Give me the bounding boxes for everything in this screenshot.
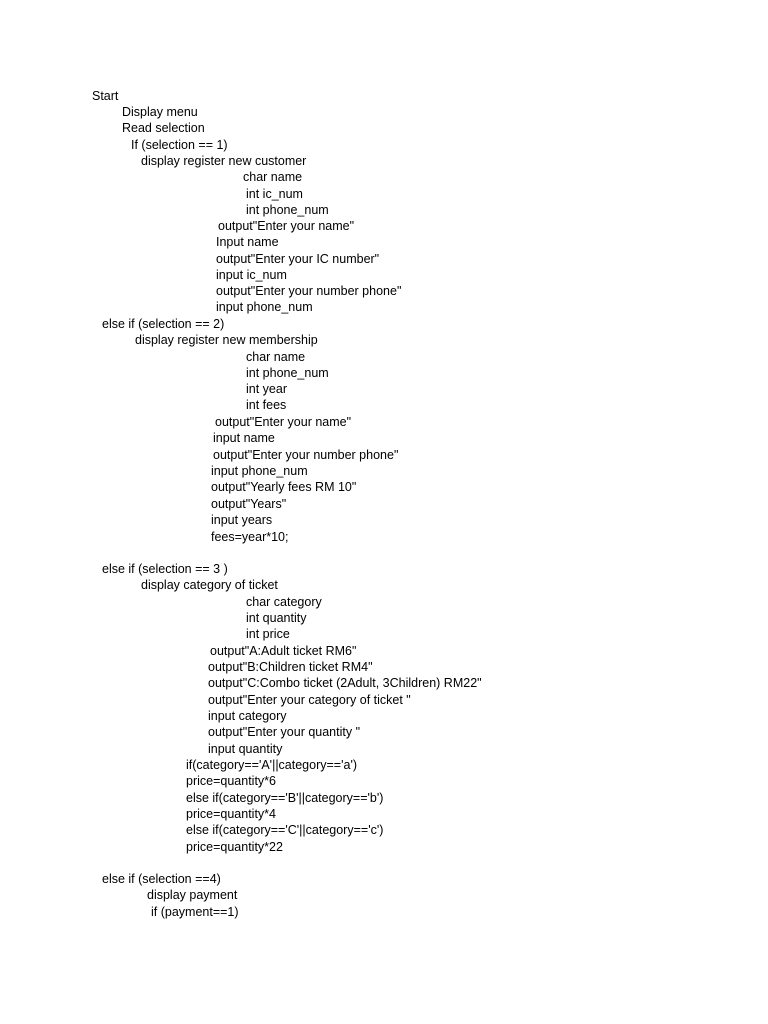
pseudocode-line: int fees <box>246 398 287 412</box>
pseudocode-line: int year <box>246 382 287 396</box>
pseudocode-line: output"A:Adult ticket RM6" <box>210 644 357 658</box>
pseudocode-line: else if(category=='C'||category=='c') <box>186 823 384 837</box>
pseudocode-line: display payment <box>147 888 238 902</box>
pseudocode-line: Input name <box>216 235 279 249</box>
pseudocode-line: input phone_num <box>211 464 308 478</box>
pseudocode-line: int phone_num <box>246 203 329 217</box>
pseudocode-line: else if (selection ==4) <box>102 872 221 886</box>
pseudocode-line: char name <box>243 170 303 184</box>
pseudocode-line: Read selection <box>122 121 205 135</box>
pseudocode-line: char name <box>246 350 306 364</box>
pseudocode-line: display register new customer <box>141 154 307 168</box>
pseudocode-line: fees=year*10; <box>211 530 289 544</box>
pseudocode-line: output"B:Children ticket RM4" <box>208 660 373 674</box>
pseudocode-line: output"Enter your IC number" <box>216 252 380 266</box>
pseudocode-line: output"Enter your number phone" <box>213 448 399 462</box>
pseudocode-line: price=quantity*4 <box>186 807 276 821</box>
pseudocode-line: display category of ticket <box>141 578 278 592</box>
pseudocode-line: char category <box>246 595 322 609</box>
pseudocode-line: output"C:Combo ticket (2Adult, 3Children) RM22" <box>208 676 482 690</box>
pseudocode-line: input years <box>211 513 273 527</box>
pseudocode-line: output"Enter your number phone" <box>216 284 402 298</box>
pseudocode-line: output"Years" <box>211 497 287 511</box>
pseudocode-line: output"Enter your name" <box>215 415 352 429</box>
pseudocode-line: input ic_num <box>216 268 287 282</box>
pseudocode-line: int phone_num <box>246 366 329 380</box>
pseudocode-line: else if(category=='B'||category=='b') <box>186 791 384 805</box>
pseudocode-line: price=quantity*6 <box>186 774 276 788</box>
pseudocode-line: if(category=='A'||category=='a') <box>186 758 357 772</box>
pseudocode-line: int ic_num <box>246 187 303 201</box>
pseudocode-line: Display menu <box>122 105 198 119</box>
pseudocode-line: int price <box>246 627 290 641</box>
pseudocode-line: input category <box>208 709 287 723</box>
pseudocode-line: else if (selection == 3 ) <box>102 562 228 576</box>
pseudocode-line: input phone_num <box>216 300 313 314</box>
pseudocode-line: input quantity <box>208 742 283 756</box>
pseudocode-line: output"Enter your category of ticket " <box>208 693 411 707</box>
pseudocode-line: input name <box>213 431 275 445</box>
pseudocode-line: If (selection == 1) <box>131 138 228 152</box>
pseudocode-line: int quantity <box>246 611 307 625</box>
pseudocode-line: Start <box>92 89 119 103</box>
pseudocode-line: if (payment==1) <box>151 905 239 919</box>
pseudocode-line: output"Yearly fees RM 10" <box>211 480 357 494</box>
pseudocode-line: price=quantity*22 <box>186 840 283 854</box>
pseudocode-line: else if (selection == 2) <box>102 317 225 331</box>
pseudocode-line: output"Enter your name" <box>218 219 355 233</box>
pseudocode-line: output"Enter your quantity " <box>208 725 361 739</box>
pseudocode-line: display register new membership <box>135 333 318 347</box>
